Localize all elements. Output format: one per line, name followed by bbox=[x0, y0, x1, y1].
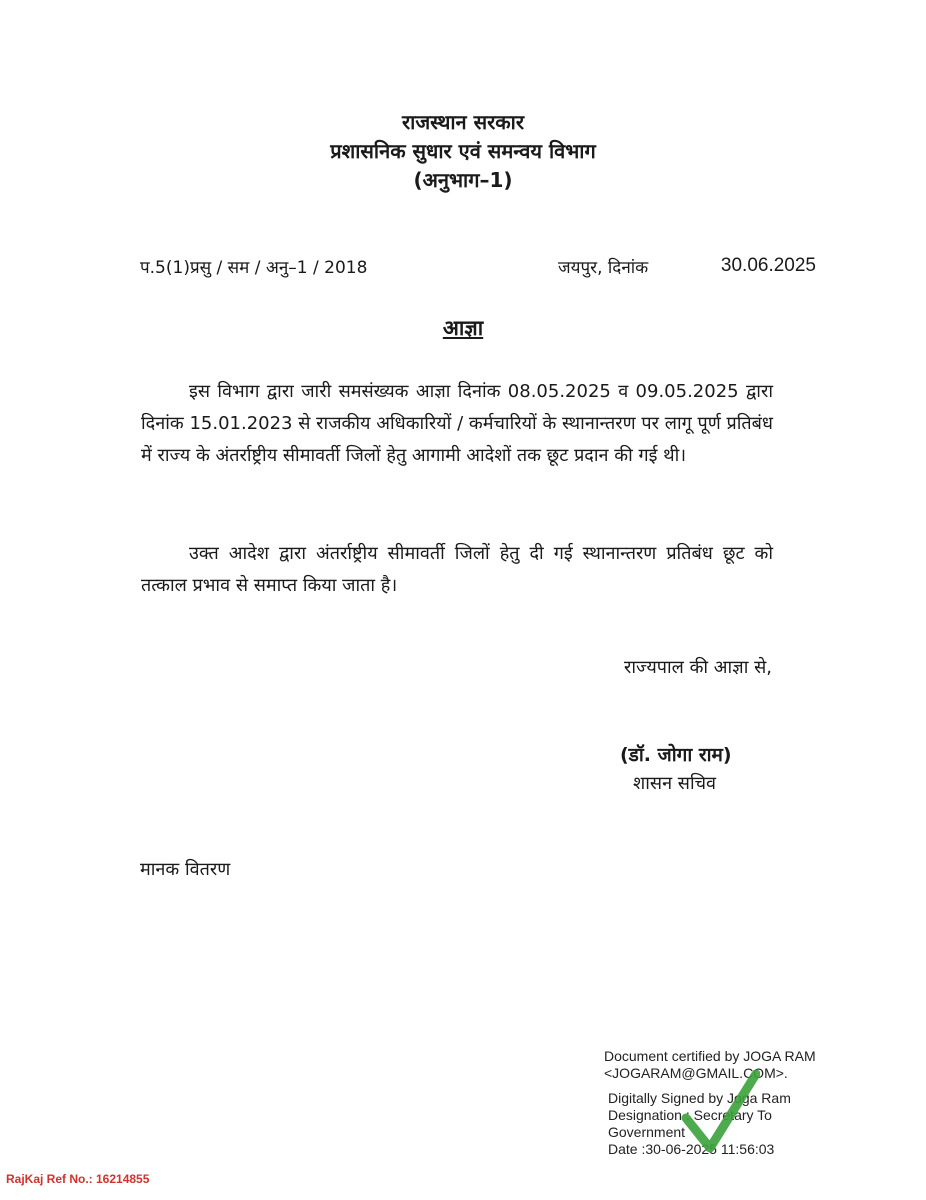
cert-line-2: <JOGARAM@GMAIL.COM>. bbox=[604, 1065, 788, 1081]
rajkaj-reference: RajKaj Ref No.: 16214855 bbox=[6, 1172, 150, 1186]
cert-line-4: Designation : Secretary To bbox=[608, 1107, 772, 1123]
order-title: आज्ञा bbox=[442, 316, 484, 340]
signatory-name: (डॉ. जोगा राम) bbox=[620, 744, 732, 766]
reference-line bbox=[140, 255, 816, 285]
cert-line-3: Digitally Signed by Joga Ram bbox=[608, 1090, 791, 1106]
signatory-designation: शासन सचिव bbox=[633, 773, 717, 794]
paragraph-1: इस विभाग द्वारा जारी समसंख्यक आज्ञा दिनांक 08.05.2025 व 09.05.2025 द्वारा दिनांक 15.01.2023 से राजकीय अधिकारियों / कर्मचारियों के स्थानान्तरण पर लागू पूर्ण प्रतिबंध में राज्य के अंतर्राष्ट्रीय सीमावर्ती जिलों हेतु आगामी आदेशों तक छूट प्रदान की गई थी। bbox=[141, 381, 773, 466]
cert-line-5: Government bbox=[608, 1124, 686, 1140]
distribution-note: मानक वितरण bbox=[140, 859, 231, 880]
place-date-label: जयपुर, दिनांक bbox=[558, 258, 649, 278]
check-mark-icon bbox=[680, 1068, 760, 1158]
by-order-of-governor: राज्यपाल की आज्ञा से, bbox=[624, 657, 772, 678]
paragraph-2: उक्त आदेश द्वारा अंतर्राष्ट्रीय सीमावर्ती जिलों हेतु दी गई स्थानान्तरण प्रतिबंध छूट को तत्काल प्रभाव से समाप्त किया जाता है। bbox=[141, 543, 773, 596]
header-department: प्रशासनिक सुधार एवं समन्वय विभाग bbox=[330, 139, 596, 163]
document-header bbox=[0, 108, 926, 195]
header-section: (अनुभाग–1) bbox=[413, 168, 513, 192]
cert-line-6: Date :30-06-2025 11:56:03 bbox=[608, 1141, 775, 1157]
reference-number: प.5(1)प्रसु / सम / अनु–1 / 2018 bbox=[140, 258, 368, 278]
header-government: राजस्थान सरकार bbox=[401, 110, 525, 134]
order-date: 30.06.2025 bbox=[720, 255, 816, 276]
cert-line-1: Document certified by JOGA RAM bbox=[604, 1048, 816, 1064]
